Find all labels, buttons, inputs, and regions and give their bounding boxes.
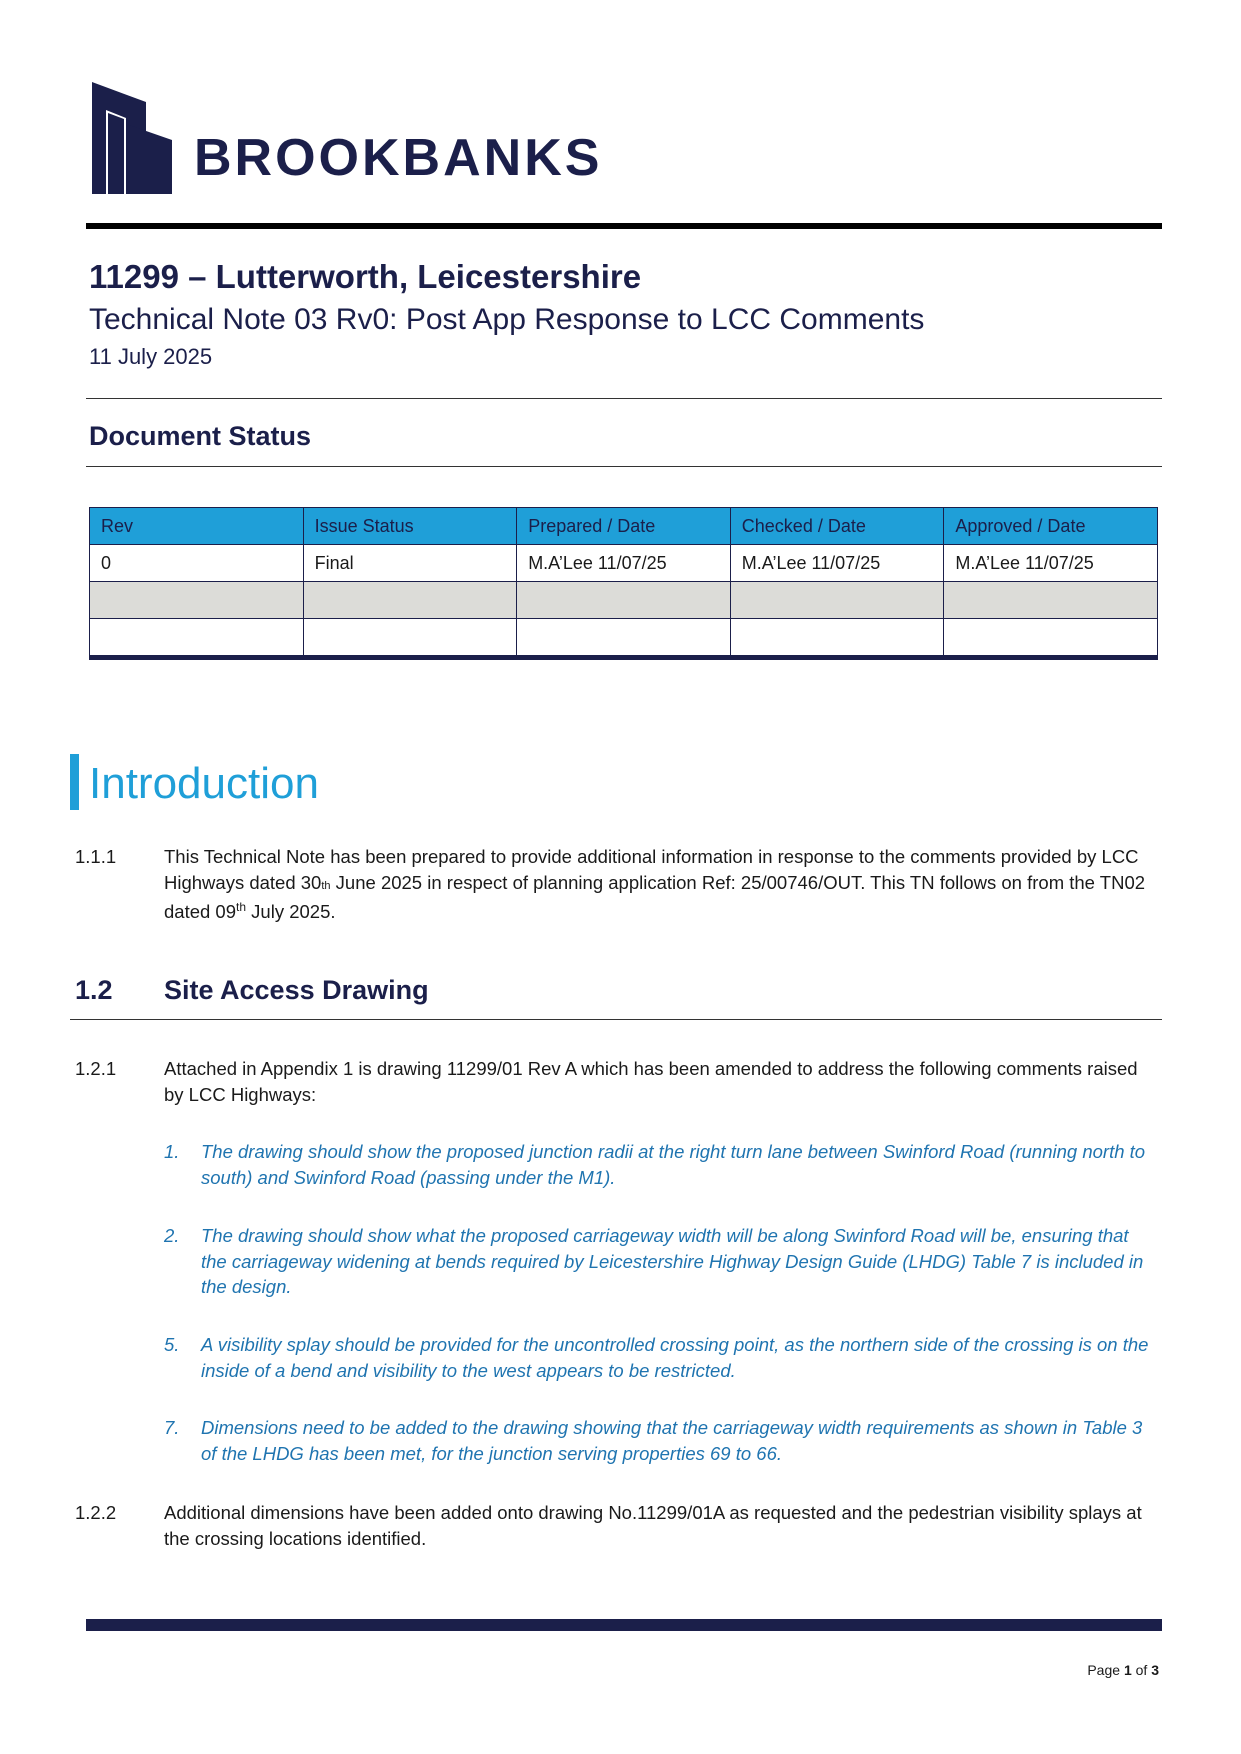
table-cell — [303, 619, 517, 658]
introduction-heading: Introduction — [89, 759, 319, 808]
table-cell — [517, 619, 731, 658]
column-header: Approved / Date — [944, 508, 1158, 545]
paragraph-number: 1.1.1 — [75, 846, 117, 867]
column-header: Rev — [90, 508, 304, 545]
page-number: Page 1 of 3 — [1087, 1662, 1159, 1678]
list-item: A visibility splay should be provided for the uncontrolled crossing point, as the northern side of the crossing is on the inside of a bend and visibility to the west appears to be restricted. — [201, 1334, 1149, 1381]
document-date: 11 July 2025 — [89, 344, 213, 369]
divider — [86, 466, 1162, 467]
list-item-number: 7. — [164, 1417, 180, 1438]
column-header: Issue Status — [303, 508, 517, 545]
paragraph-1-1-1: This Technical Note has been prepared to provide additional information in response to the comments provided by LCC Highways dated 30th June 2025 in respect of planning application Ref: 25/00746/OUT. This TN follows on from the TN02 dated 09th July 2025. — [164, 846, 1146, 922]
table-cell — [944, 582, 1158, 619]
paragraph-number: 1.2.2 — [75, 1502, 117, 1523]
column-header: Checked / Date — [730, 508, 944, 545]
table-row — [90, 619, 1158, 658]
divider — [70, 1019, 1162, 1020]
list-item-number: 1. — [164, 1141, 180, 1162]
paragraph-1-2-2: Additional dimensions have been added onto drawing No.11299/01A as requested and the pedestrian visibility splays at the crossing locations identified. — [164, 1502, 1142, 1549]
table-cell — [517, 582, 731, 619]
brookbanks-logo-icon — [92, 82, 172, 194]
section-heading: Site Access Drawing — [164, 975, 429, 1005]
document-title: 11299 – Lutterworth, Leicestershire — [89, 258, 642, 295]
divider — [86, 398, 1162, 399]
table-cell: M.A’Lee 11/07/25 — [517, 545, 731, 582]
table-cell: M.A’Lee 11/07/25 — [730, 545, 944, 582]
document-status-heading: Document Status — [89, 421, 312, 451]
table-cell: Final — [303, 545, 517, 582]
document-status-table — [89, 507, 1158, 660]
table-cell — [730, 619, 944, 658]
table-cell: M.A’Lee 11/07/25 — [944, 545, 1158, 582]
list-item-number: 5. — [164, 1334, 180, 1355]
list-item: The drawing should show what the proposed carriageway width will be along Swinford Road will be, ensuring that the carriageway widening at bends required by Leicestershire Highway Design Guide (LHDG) Table 7 is included in the design. — [201, 1225, 1144, 1297]
table-row — [90, 582, 1158, 619]
table-row — [90, 545, 1158, 582]
table-header-row — [90, 508, 1158, 545]
list-item-number: 2. — [164, 1225, 180, 1246]
brand-name: BROOKBANKS — [194, 129, 603, 187]
table-cell — [90, 582, 304, 619]
paragraph-number: 1.2.1 — [75, 1058, 117, 1079]
section-accent-bar — [70, 754, 79, 810]
paragraph-1-2-1: Attached in Appendix 1 is drawing 11299/01 Rev A which has been amended to address the following comments raised by LCC Highways: — [164, 1058, 1138, 1105]
list-item: Dimensions need to be added to the drawing showing that the carriageway width requirements as shown in Table 3 of the LHDG has been met, for the junction serving properties 69 to 66. — [201, 1417, 1143, 1464]
table-cell — [730, 582, 944, 619]
column-header: Prepared / Date — [517, 508, 731, 545]
table-cell — [303, 582, 517, 619]
table-cell — [944, 619, 1158, 658]
table-cell — [90, 619, 304, 658]
header-rule — [86, 223, 1162, 229]
footer-bar — [86, 1619, 1162, 1631]
list-item: The drawing should show the proposed junction radii at the right turn lane between Swinford Road (running north to south) and Swinford Road (passing under the M1). — [201, 1141, 1146, 1188]
section-number: 1.2 — [75, 975, 113, 1005]
document-subtitle: Technical Note 03 Rv0: Post App Response to LCC Comments — [89, 303, 925, 336]
table-cell: 0 — [90, 545, 304, 582]
